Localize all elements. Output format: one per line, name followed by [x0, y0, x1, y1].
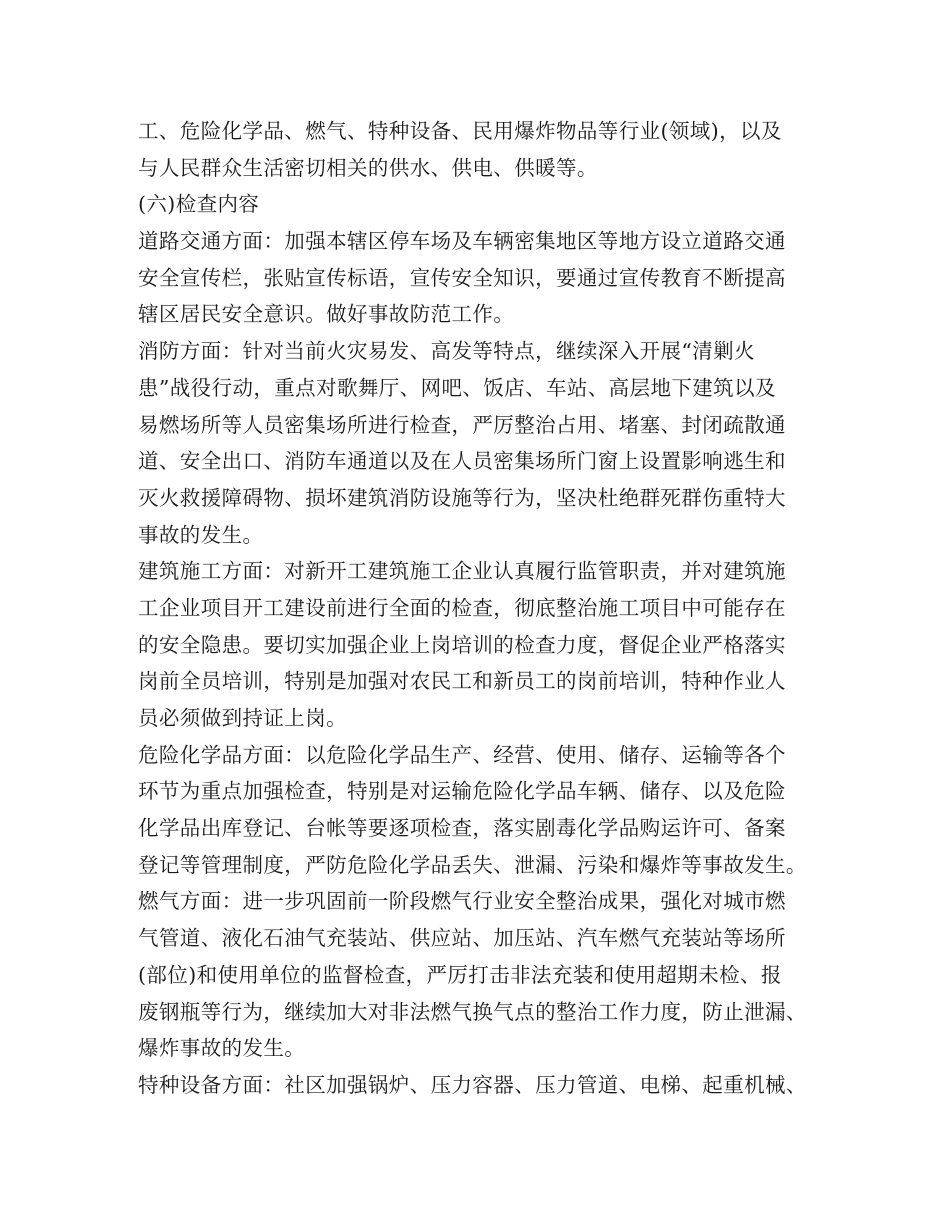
text-line: 易燃场所等人员密集场所进行检查，严厉整治占用、堵塞、封闭疏散通	[138, 412, 786, 437]
text-line: 危险化学品方面：以危险化学品生产、经营、使用、储存、运输等各个	[138, 742, 786, 767]
text-line: 安全宣传栏，张贴宣传标语，宣传安全知识，要通过宣传教育不断提高	[138, 265, 786, 290]
text-line: 爆炸事故的发生。	[138, 1036, 306, 1061]
document-body-text	[138, 113, 828, 1104]
text-line: 患”战役行动，重点对歌舞厅、网吧、饭店、车站、高层地下建筑以及	[138, 375, 776, 400]
text-line: (部位)和使用单位的监督检查，严厉打击非法充装和使用超期未检、报	[138, 962, 782, 987]
text-line: 气管道、液化石油气充装站、供应站、加压站、汽车燃气充装站等场所	[138, 926, 786, 951]
text-line: 废钢瓶等行为，继续加大对非法燃气换气点的整治工作力度，防止泄漏、	[138, 999, 807, 1024]
text-line: 燃气方面：进一步巩固前一阶段燃气行业安全整治成果，强化对城市燃	[138, 889, 786, 914]
section-heading: (六)检查内容	[138, 192, 260, 217]
text-line: 工企业项目开工建设前进行全面的检查，彻底整治施工项目中可能存在	[138, 595, 786, 620]
text-line: 登记等管理制度，严防危险化学品丢失、泄漏、污染和爆炸等事故发生。	[138, 852, 807, 877]
text-line: 工、危险化学品、燃气、特种设备、民用爆炸物品等行业(领域)，以及	[138, 119, 782, 143]
text-line: 特种设备方面：社区加强锅炉、压力容器、压力管道、电梯、起重机械、	[138, 1072, 807, 1097]
text-line: 事故的发生。	[138, 522, 264, 547]
text-line: 化学品出库登记、台帐等要逐项检查，落实剧毒化学品购运许可、备案	[138, 816, 786, 841]
text-line: 与人民群众生活密切相关的供水、供电、供暖等。	[138, 155, 598, 180]
text-line: 辖区居民安全意识。做好事故防范工作。	[138, 302, 515, 327]
text-line: 道路交通方面：加强本辖区停车场及车辆密集地区等地方设立道路交通	[138, 229, 786, 254]
text-line: 员必须做到持证上岗。	[138, 706, 347, 730]
text-line: 的安全隐患。要切实加强企业上岗培训的检查力度，督促企业严格落实	[138, 632, 786, 657]
text-line: 道、安全出口、消防车通道以及在人员密集场所门窗上设置影响逃生和	[138, 449, 786, 474]
text-line: 消防方面：针对当前火灾易发、高发等特点，继续深入开展“清剿火	[138, 339, 755, 364]
text-line: 岗前全员培训，特别是加强对农民工和新员工的岗前培训，特种作业人	[138, 669, 786, 694]
text-line: 环节为重点加强检查，特别是对运输危险化学品车辆、储存、以及危险	[138, 779, 786, 804]
text-line: 灭火救援障碍物、损坏建筑消防设施等行为，坚决杜绝群死群伤重特大	[138, 485, 786, 510]
text-line: 建筑施工方面：对新开工建筑施工企业认真履行监管职责，并对建筑施	[138, 559, 786, 584]
